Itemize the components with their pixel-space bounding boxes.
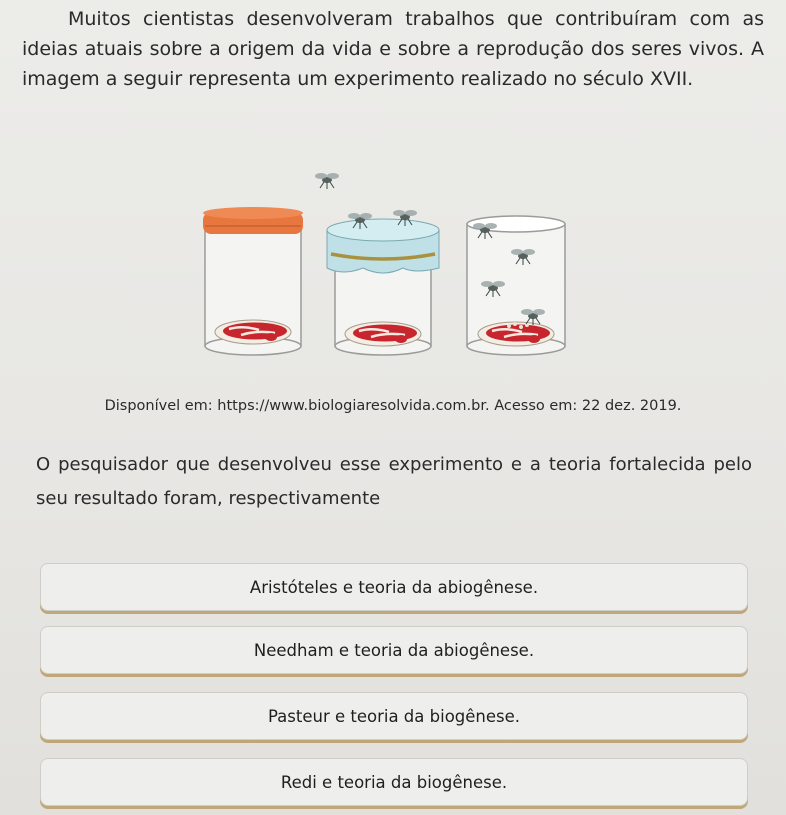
option-c[interactable]: Pasteur e teoria da biogênese.	[40, 692, 748, 740]
open-jar	[467, 216, 565, 355]
question-text: O pesquisador que desenvolveu esse experimento e a teoria fortalecida pelo seu resultado foram, respectivamente	[36, 454, 752, 509]
source-citation: Disponível em: https://www.biologiaresolvida.com.br. Acesso em: 22 dez. 2019.	[104, 398, 682, 414]
option-a[interactable]: Aristóteles e teoria da abiogênese.	[40, 563, 748, 611]
redi-experiment-figure	[195, 160, 585, 360]
sealed-jar	[203, 207, 303, 355]
intro-paragraph: Muitos cientistas desenvolveram trabalhos que contribuíram com as ideias atuais sobre a origem da vida e sobre a reprodução dos seres vivos. A imagem a seguir representa um experimento realizado no século XVII.	[22, 8, 764, 90]
fly-icon	[315, 173, 339, 189]
option-b[interactable]: Needham e teoria da abiogênese.	[40, 626, 748, 674]
option-d[interactable]: Redi e teoria da biogênese.	[40, 758, 748, 806]
gauze-covered-jar	[327, 210, 439, 355]
